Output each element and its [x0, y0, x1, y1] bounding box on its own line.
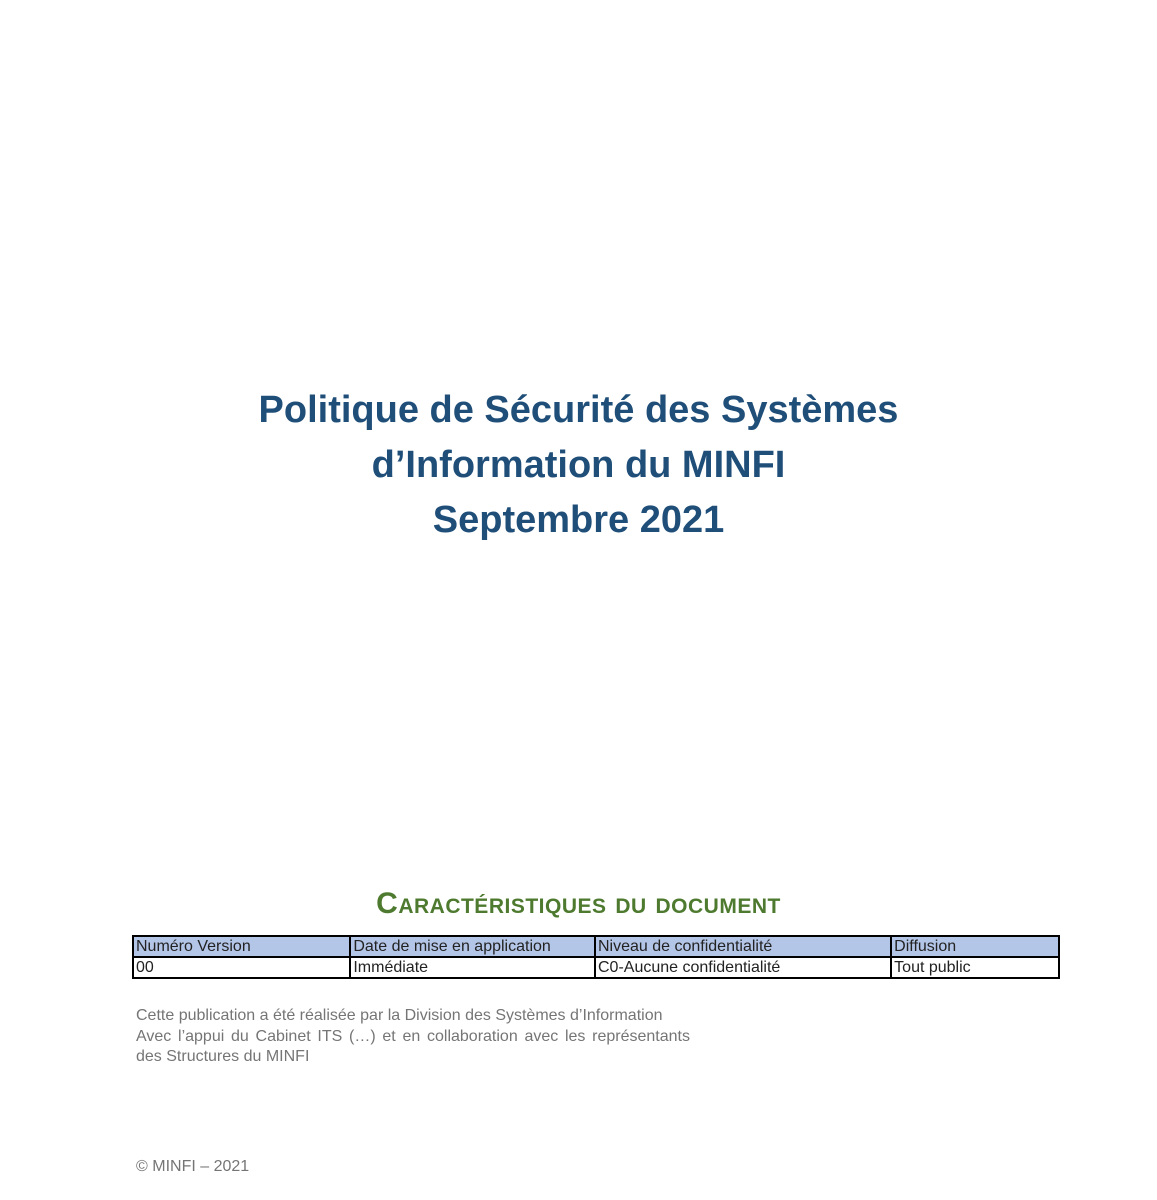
credits-paragraph-1: Cette publication a été réalisée par la Division des Systèmes d’Information	[136, 1007, 663, 1024]
cell-diffusion: Tout public	[891, 957, 1059, 978]
document-title	[0, 383, 1157, 548]
table-row	[133, 957, 1059, 978]
cell-version: 00	[133, 957, 350, 978]
table-header-row	[133, 936, 1059, 957]
characteristics-heading: Caractéristiques du document	[376, 887, 781, 920]
title-line-2: d’Information du MINFI	[371, 444, 786, 486]
column-header-version: Numéro Version	[133, 936, 350, 957]
credits-paragraph-2: Avec l’appui du Cabinet ITS (…) et en collaboration avec les représentants des Structures du MINFI	[136, 1027, 690, 1065]
copyright-notice: © MINFI – 2021	[136, 1158, 250, 1175]
column-header-confidentiality: Niveau de confidentialité	[595, 936, 891, 957]
column-header-diffusion: Diffusion	[891, 936, 1059, 957]
cell-date: Immédiate	[350, 957, 595, 978]
credits-block	[136, 1006, 690, 1068]
title-line-3: Septembre 2021	[432, 499, 725, 541]
column-header-date: Date de mise en application	[350, 936, 595, 957]
title-line-1: Politique de Sécurité des Systèmes	[258, 389, 899, 431]
characteristics-table	[132, 935, 1060, 979]
cell-confidentiality: C0-Aucune confidentialité	[595, 957, 891, 978]
